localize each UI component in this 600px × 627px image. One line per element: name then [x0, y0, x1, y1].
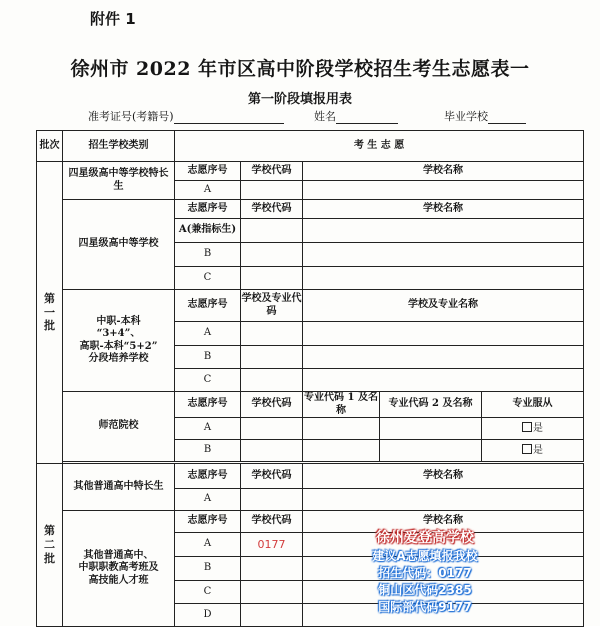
order-a: A: [175, 418, 241, 440]
category-specialty-four-star: 四星级高中等学校特长生: [63, 162, 175, 200]
code-header: 学校代码: [241, 392, 303, 418]
name-major-header: 学校及专业名称: [303, 290, 584, 322]
school-line: [488, 111, 526, 124]
category-other-general: [63, 511, 175, 627]
form-subtitle: 第一阶段填报用表: [247, 92, 352, 107]
table-row: [37, 392, 584, 418]
category-normal-college: 师范院校: [63, 392, 175, 462]
order-header: 志愿序号: [175, 200, 241, 219]
name-cell[interactable]: [303, 243, 584, 267]
code-cell[interactable]: [241, 581, 303, 604]
exam-number-label: 准考证号(考籍号): [88, 110, 174, 123]
major1-cell[interactable]: [303, 440, 380, 462]
order-c: C: [175, 369, 241, 392]
order-a: A: [175, 181, 241, 200]
code-cell[interactable]: [241, 604, 303, 627]
order-d: D: [175, 604, 241, 627]
code-header: 学校代码: [241, 464, 303, 489]
category-four-star: 四星级高中等学校: [63, 200, 175, 290]
code-header: 学校代码: [241, 200, 303, 219]
code-cell[interactable]: [241, 181, 303, 200]
name-line: [336, 111, 398, 124]
checkbox-icon[interactable]: [522, 422, 532, 432]
watermark-line: 铜山区代码2385: [378, 583, 472, 597]
major1-cell[interactable]: [303, 418, 380, 440]
exam-number-line: [174, 111, 284, 124]
name-cell[interactable]: [303, 219, 584, 243]
table-row: [37, 162, 584, 181]
code-cell[interactable]: [241, 219, 303, 243]
order-b: B: [175, 243, 241, 267]
table-row: [37, 200, 584, 219]
name-field[interactable]: [314, 108, 398, 124]
code-cell[interactable]: [241, 557, 303, 581]
order-header: 志愿序号: [175, 464, 241, 489]
watermark-line: 徐州爱登高学校: [376, 530, 474, 546]
order-a: A: [175, 489, 241, 511]
table-row: [37, 290, 584, 322]
code-cell[interactable]: [241, 243, 303, 267]
batch-header: 批次: [37, 131, 63, 162]
name-header: 学校名称: [303, 162, 584, 181]
name-header: 学校名称: [303, 200, 584, 219]
name-label: 姓名: [314, 110, 336, 123]
name-cell[interactable]: [303, 181, 584, 200]
name-cell[interactable]: [303, 267, 584, 290]
order-c: C: [175, 267, 241, 290]
table-row: [37, 464, 584, 489]
batch-second: 第二批: [37, 464, 63, 627]
order-a: A: [175, 533, 241, 557]
category-line: 中职-本科: [96, 315, 141, 327]
major2-cell[interactable]: [380, 440, 482, 462]
category-line: “3+4”、: [96, 328, 141, 339]
watermark-overlay: [340, 527, 510, 615]
name-header: 学校名称: [303, 511, 584, 533]
table-header-row: [37, 131, 584, 162]
category-line: 分段培养学校: [88, 353, 149, 364]
code-cell[interactable]: [241, 418, 303, 440]
major2-cell[interactable]: [380, 418, 482, 440]
form-title: 徐州市 2022 年市区高中阶段学校招生考生志愿表一: [70, 58, 530, 80]
code-cell[interactable]: [241, 369, 303, 392]
obey-checkbox[interactable]: [482, 418, 584, 440]
major2-header: 专业代码 2 及名称: [380, 392, 482, 418]
code-major-header: 学校及专业代码: [241, 290, 303, 322]
code-cell[interactable]: [241, 440, 303, 462]
name-cell[interactable]: [303, 346, 584, 369]
order-header: 志愿序号: [175, 392, 241, 418]
name-cell[interactable]: [303, 322, 584, 346]
category-header: 招生学校类别: [63, 131, 175, 162]
obey-header: 专业服从: [482, 392, 584, 418]
code-header: 学校代码: [241, 162, 303, 181]
exam-number-field[interactable]: [88, 108, 284, 124]
category-line: 高技能人才班: [88, 574, 149, 586]
category-line: 高职-本科“5+2”: [79, 340, 158, 352]
category-specialty-other: 其他普通高中特长生: [63, 464, 175, 511]
obey-checkbox[interactable]: [482, 440, 584, 462]
watermark-line: 建议A志愿填报我校: [372, 549, 478, 563]
school-field[interactable]: [444, 108, 526, 124]
code-cell[interactable]: [241, 267, 303, 290]
batch-first: 第一批: [37, 162, 63, 464]
name-cell[interactable]: [303, 369, 584, 392]
order-a-quota: A(兼指标生): [175, 219, 241, 243]
checkbox-icon[interactable]: [522, 444, 532, 454]
order-b: B: [175, 346, 241, 369]
order-a: A: [175, 322, 241, 346]
order-header: 志愿序号: [175, 511, 241, 533]
code-cell-filled[interactable]: 0177: [241, 533, 303, 557]
aspiration-header: 考 生 志 愿: [175, 131, 584, 162]
watermark-line: 国际部代码9177: [378, 600, 472, 614]
order-b: B: [175, 440, 241, 462]
order-b: B: [175, 557, 241, 581]
school-label: 毕业学校: [444, 110, 488, 123]
code-cell[interactable]: [241, 322, 303, 346]
watermark-line: 招生代码：0177: [378, 566, 472, 580]
code-cell[interactable]: [241, 489, 303, 511]
name-header: 学校名称: [303, 464, 584, 489]
code-cell[interactable]: [241, 346, 303, 369]
category-line: 其他普通高中、: [83, 549, 154, 561]
obey-yes-label: 是: [533, 422, 544, 434]
order-c: C: [175, 581, 241, 604]
order-header: 志愿序号: [175, 290, 241, 322]
category-line: 中职职教高考班及: [78, 562, 159, 574]
category-vocational-bachelor: [63, 290, 175, 392]
obey-yes-label: 是: [533, 444, 544, 456]
attachment-label: 附件 1: [90, 10, 136, 28]
name-cell[interactable]: [303, 489, 584, 511]
major1-header: 专业代码 1 及名称: [304, 392, 378, 416]
order-header: 志愿序号: [175, 162, 241, 181]
code-header: 学校代码: [241, 511, 303, 533]
